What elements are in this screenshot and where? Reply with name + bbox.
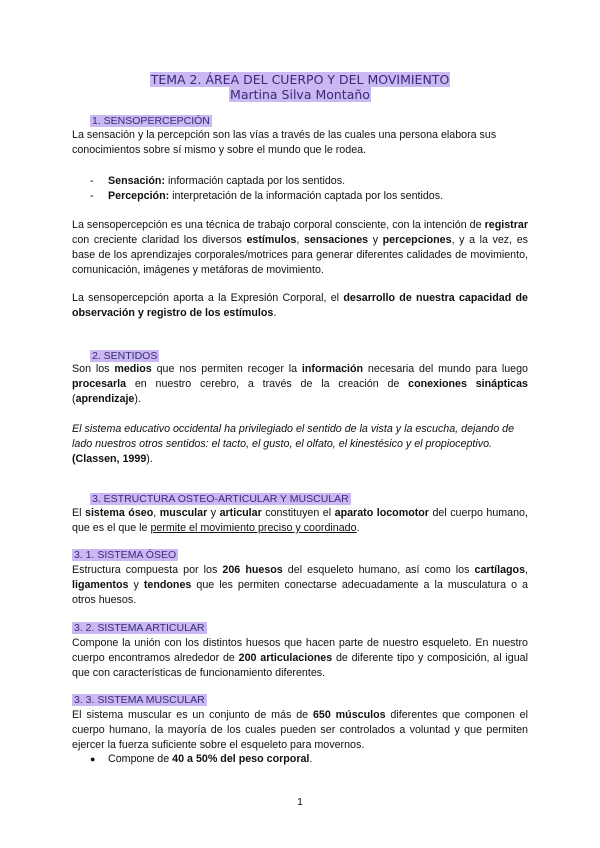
paragraph-aporte: La sensopercepción aporta a la Expresión Corporal, el desarrollo de nuestra capacidad de observación y registro de los estímulos. [72, 292, 528, 319]
paragraph-intro: La sensación y la percepción son las vías a través de las cuales una persona elabora sus conocimientos sobre sí mismo y sobre el mundo que le rodea. [72, 129, 497, 156]
paragraph-aparato-locomotor: El sistema óseo, muscular y articular constituyen el aparato locomotor del cuerpo humano, que es el que le permite el movimiento preciso y coordinado. [72, 507, 528, 534]
section-heading-sentidos: 2. SENTIDOS [92, 350, 158, 362]
quote-classen: El sistema educativo occidental ha privilegiado el sentido de la vista y la escucha, dejando de lado nuestros otros sentidos: el tacto, el gusto, el olfato, el kinestésico y el propioceptivo. (Classen, 1999). [72, 423, 515, 465]
document-title: TEMA 2. ÁREA DEL CUERPO Y DEL MOVIMIENTO [150, 72, 450, 87]
page-number: 1 [297, 796, 303, 808]
document-author: Martina Silva Montaño [230, 87, 370, 102]
subsection-heading-oseo: 3. 1. SISTEMA ÓSEO [74, 549, 177, 561]
subsection-heading-muscular: 3. 3. SISTEMA MUSCULAR [74, 694, 205, 706]
section-heading-sensopercepcion: 1. SENSOPERCEPCIÓN [92, 115, 210, 127]
paragraph-sentidos: Son los medios que nos permiten recoger la información necesaria del mundo para luego procesarla en nuestro cerebro, a través de la creación de conexiones sinápticas (aprendizaje). [72, 363, 528, 405]
subsection-heading-articular: 3. 2. SISTEMA ARTICULAR [74, 622, 205, 634]
document-page: TEMA 2. ÁREA DEL CUERPO Y DEL MOVIMIENTO Martina Silva Montaño 1. SENSOPERCEPCIÓN La sensación y la percepción son las vías a través de las cuales una persona elabora sus conocimientos sobre sí mismo y sobre el mundo que le rodea. - Sensación: información captada por los sentidos. - Percepción: interpretación de la información captada por los sentidos. La sensopercepción es una técnica de trabajo corporal consciente, con la intención de registrar con creciente claridad los diversos estímulos, sensaciones y percepciones, y a la vez, es base de los aprendizajes corporales/motrices para generar diferentes calidades de movimiento, comunicación, imágenes y metáforas de movimiento. La sensopercepción aporta a la Expresión Corporal, el desarrollo de nuestra capacidad de observación y registro de los estímulos. 2. SENTIDOS Son los medios que nos permiten recoger la información necesaria del mundo para luego procesarla en nuestro cerebro, a través de la creación de conexiones sinápticas (aprendizaje). El sistema educativo occidental ha privilegiado el sentido de la vista y la escucha, dejando de lado nuestros otros sentidos: el tacto, el gusto, el olfato, el kinestésico y el propioceptivo. (Classen, 1999). 3. ESTRUCTURA OSTEO-ARTICULAR Y MUSCULAR El sistema óseo, muscular y articular constituyen el aparato locomotor del cuerpo humano, que es el que le permite el movimiento preciso y coordinado. 3. 1. SISTEMA ÓSEO Estructura compuesta por los 206 huesos del esqueleto humano, así como los cartílagos, ligamentos y tendones que les permiten conectarse adecuadamente a la musculatura o a otros huesos. 3. 2. SISTEMA ARTICULAR Compone la unión con los distintos huesos que hacen parte de nuestro esqueleto. En nuestro cuerpo encontramos alrededor de 200 articulaciones de diferente tipo y composición, al igual que con características de funcionamiento diferentes. 3. 3. SISTEMA MUSCULAR El sistema muscular es un conjunto de más de 650 músculos diferentes que componen el cuerpo humano, la mayoría de los cuales pueden ser controlados a voluntad y que permiten ejercer la fuerza suficiente sobre el esqueleto para movernos. ● Compone de 40 a 50% del peso corporal. 1 [0, 0, 600, 848]
section-heading-estructura: 3. ESTRUCTURA OSTEO-ARTICULAR Y MUSCULAR [92, 493, 349, 505]
paragraph-sensopercepcion: La sensopercepción es una técnica de trabajo corporal consciente, con la intención de registrar con creciente claridad los diversos estímulos, sensaciones y percepciones, y a la vez, es base de los aprendizajes corporales/motrices para generar diferentes calidades de movimiento, comunicación, imágenes y metáforas de movimiento. [72, 219, 528, 276]
paragraph-sistema-oseo: Estructura compuesta por los 206 huesos del esqueleto humano, así como los cartílagos, ligamentos y tendones que les permiten conectarse adecuadamente a la musculatura o a otros huesos. [72, 564, 529, 606]
paragraph-sistema-muscular: El sistema muscular es un conjunto de más de 650 músculos diferentes que componen el cuerpo humano, la mayoría de los cuales pueden ser controlados a voluntad y que permiten ejercer la fuerza suficiente sobre el esqueleto para movernos. [72, 709, 528, 751]
paragraph-sistema-articular: Compone la unión con los distintos huesos que hacen parte de nuestro esqueleto. En nuestro cuerpo encontramos alrededor de 200 articulaciones de diferente tipo y composición, al igual que con características de funcionamiento diferentes. [72, 637, 528, 679]
